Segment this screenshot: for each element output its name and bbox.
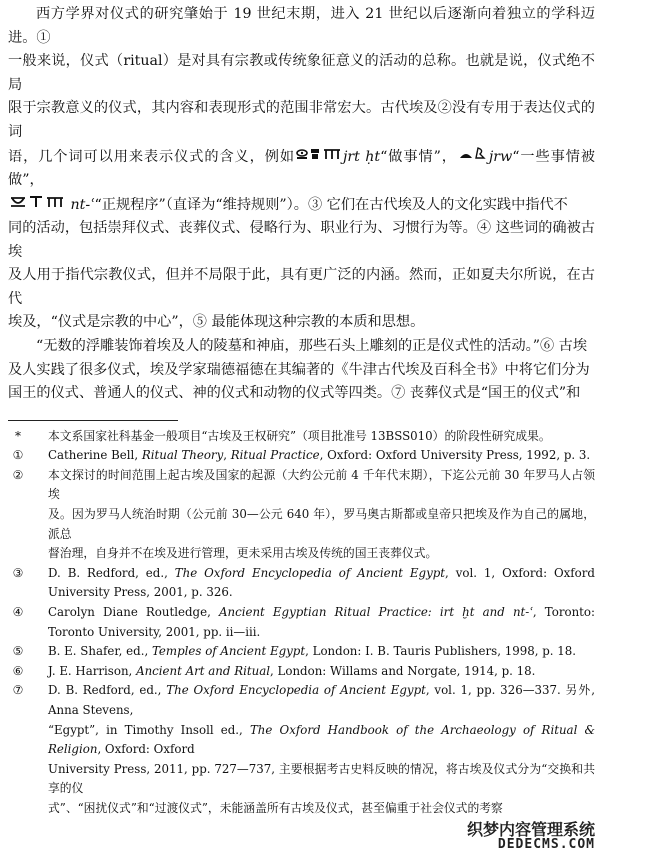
italic-text: Ancient Art and Ritual [136,663,271,678]
text-segment: , London: I. B. Tauris Publishers, 1998, p. 18. [305,644,577,659]
text-segment: , vol. 1, pp. 326—337. 另外, Anna Stevens, [48,683,595,717]
italic-text: jrt ḥt [342,148,381,165]
text-segment: , Toronto: Toronto University, 2001, pp. ii—iii. [48,605,595,639]
italic-text: The Oxford Handbook of the Archaeology of Ritual & Religion [48,722,595,757]
footnote [8,564,595,603]
text-segment: 西方学界对仪式的研究肇始于 19 世纪末期，进入 21 世纪以后逐渐向着独立的学科迈进。① [8,6,595,46]
footnote-line [48,427,595,447]
footnote-line [48,642,595,662]
footnote-line [48,603,595,642]
body-line [8,335,595,359]
footnote-line [48,505,595,544]
body-line [8,359,595,383]
body-line [8,50,595,97]
body-line [8,217,595,264]
footnote-line [48,760,595,799]
watermark-line1: 织梦内容管理系统 [466,819,595,839]
footnote-marker: ③ [12,565,24,580]
text-segment: “一些事情被做”， [8,148,595,188]
body-line [8,264,595,311]
text-segment: 及。因为罗马人统治时期（公元前 30—公元 640 年），罗马奥古斯都或皇帝只把埃及作为自己的属地，派总 [48,507,595,541]
text-segment: 式”、“困扰仪式”和“过渡仪式”，未能涵盖所有古埃及仪式，甚至偏重于社会仪式的考察 [48,800,503,815]
footnote-marker: ⑦ [12,683,24,698]
italic-text: Ancient Egyptian Ritual Practice: irt ḫt and nt-ʿ [218,605,533,620]
text-segment: Carolyn Diane Routledge, [48,605,219,620]
footnote-marker: ⑥ [12,663,24,678]
footnote-separator [8,420,178,421]
footnote-line [48,721,595,760]
text-segment: 及人用于指代宗教仪式，但并不局限于此，具有更广泛的内涵。然而，正如夏夫尔所说，在古代 [8,267,595,307]
footnote [8,662,595,682]
text-segment: 国王的仪式、普通人的仪式、神的仪式和动物的仪式等四类。⑦ 丧葬仪式是“国王的仪式”和 [8,385,581,402]
text-segment: “Egypt”, in Timothy Insoll ed., [48,722,250,737]
text-segment: “无数的浮雕装饰着埃及人的陵墓和神庙，那些石头上雕刻的正是仪式性的活动。”⑥ 古埃 [36,337,588,354]
footnote-line [48,564,595,603]
text-segment: 督治理，自身并不在埃及进行管理，更未采用古埃及传统的国王丧葬仪式。 [48,546,438,561]
text-segment: “正规程序”（直译为“维持规则”）。③ 它们在古代埃及人的文化实践中指代不 [94,196,568,213]
footnote [8,642,595,662]
body-line [8,193,595,217]
footnote [8,681,595,818]
text-segment: , Oxford: Oxford [97,742,195,757]
text-segment: University Press, 2011, pp. 727—737, 主要根据考古史料反映的情况，将古埃及仪式分为“交换和共享的仪 [48,761,595,796]
text-segment: “做事情”， [380,148,457,165]
italic-text: jrw [488,148,513,165]
footnote [8,466,595,564]
text-segment: Catherine Bell, [48,448,142,463]
footnote-marker: ① [12,448,24,463]
watermark [8,821,595,853]
italic-text: Ritual Theory [141,448,224,463]
footnotes [8,427,595,819]
text-segment: D. B. Redford, ed., [48,683,167,698]
footnote-line [48,662,595,682]
hieroglyph-jrw-icon [458,145,488,169]
text-segment: J. E. Harrison, [48,663,137,678]
footnote-line [48,446,595,466]
footnote-line [48,799,595,819]
footnote-marker: ⑤ [12,644,24,659]
body-line [8,145,595,193]
text-segment: , [223,448,231,463]
text-segment: 及人实践了很多仪式，埃及学家瑞德福德在其编著的《牛津古代埃及百科全书》中将它们分为 [8,361,590,378]
footnote-marker: * [15,428,21,443]
text-segment: 语，几个词可以用来表示仪式的含义，例如 [8,148,295,165]
italic-text: Ritual Practice [230,448,320,463]
text-segment: 本文系国家社科基金一般项目“古埃及王权研究”（项目批准号 13BSS010）的阶段性研究成果。 [48,428,551,443]
text-segment: 同的活动，包括崇拜仪式、丧葬仪式、侵略行为、职业行为、习惯行为等。④ 这些词的确被古埃 [8,219,595,260]
text-segment: B. E. Shafer, ed., [48,644,152,659]
italic-text: Temples of Ancient Egypt [151,644,306,659]
body-line [8,97,595,144]
text-segment: 本文探讨的时间范围上起古埃及国家的起源（大约公元前 4 千年代末期），下迄公元前 30 年罗马人占领埃 [48,467,595,502]
hieroglyph-nt-icon [9,193,65,217]
footnote [8,603,595,642]
footnote [8,427,595,447]
footnote-line [48,466,595,505]
text-segment: D. B. Redford, ed., [48,565,175,580]
italic-text: nt-ʿ [66,196,95,213]
footnote-marker: ② [12,467,24,482]
body-text [8,3,595,406]
text-segment: 埃及，“仪式是宗教的中心”，⑤ 最能体现这种宗教的本质和思想。 [8,314,425,331]
body-line [8,382,595,406]
italic-text: The Oxford Encyclopedia of Ancient Egypt [166,683,426,698]
text-segment: , London: Willams and Norgate, 1914, p. 18. [270,663,536,678]
text-segment: , vol. 1, Oxford: Oxford University Press, 2001, p. 326. [48,565,595,600]
watermark-line2: DEDECMS.COM [497,837,595,853]
text-segment: 一般来说，仪式（ritual）是对具有宗教或传统象征意义的活动的总称。也就是说，仪式绝不局 [8,53,595,93]
footnote-line [48,681,595,720]
hieroglyph-jrt-ht-icon [296,145,342,169]
footnote [8,446,595,466]
text-segment: , Oxford: Oxford University Press, 1992, p. 3. [319,448,591,463]
italic-text: The Oxford Encyclopedia of Ancient Egypt [174,565,446,580]
body-line [8,311,595,335]
text-segment: 限于宗教意义的仪式，其内容和表现形式的范围非常宏大。古代埃及②没有专用于表达仪式的词 [8,100,595,140]
footnote-marker: ④ [12,605,24,620]
footnote-line [48,544,595,564]
body-line [8,3,595,50]
